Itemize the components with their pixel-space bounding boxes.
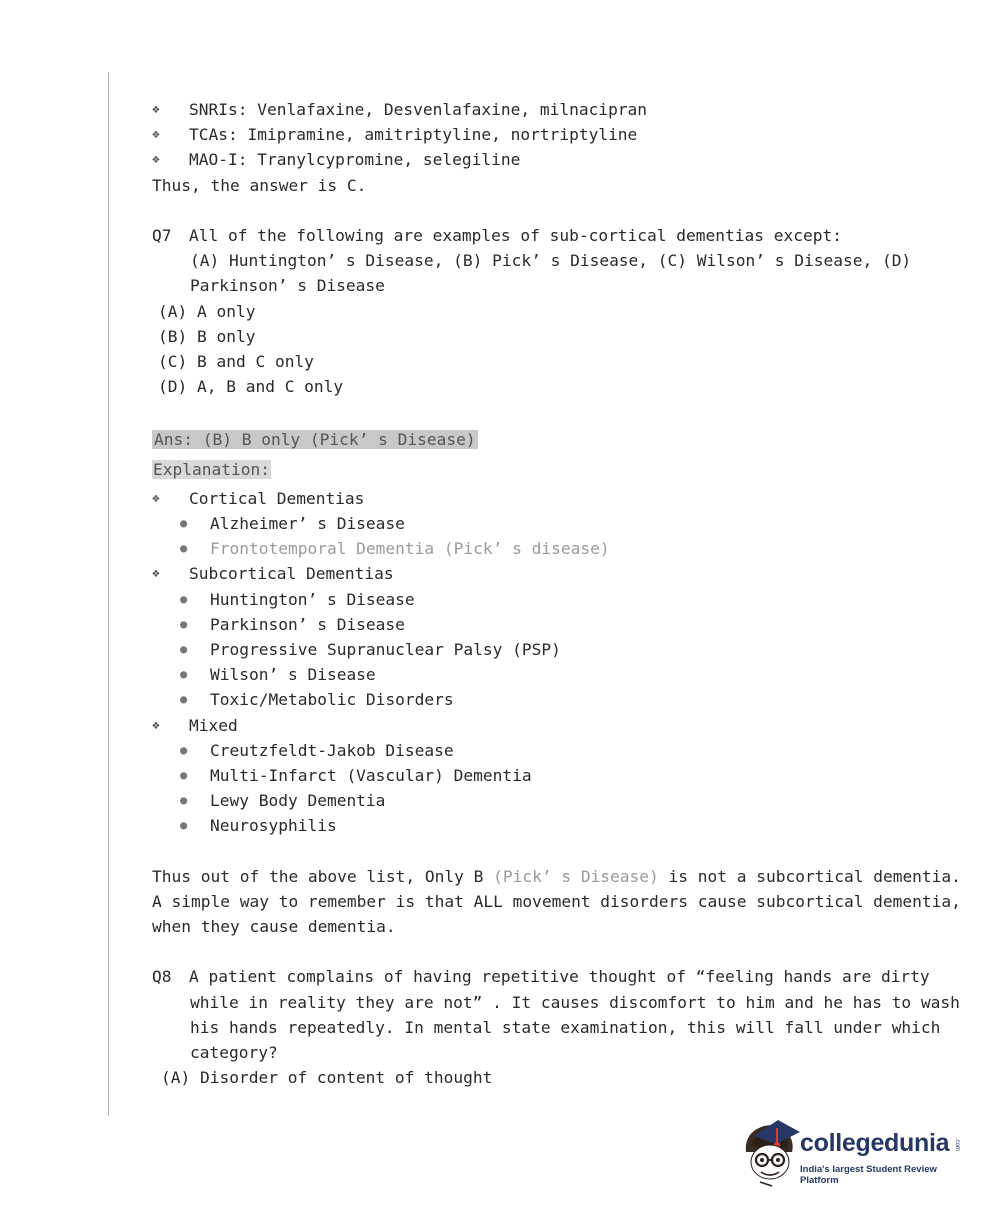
bullet-icon: ● xyxy=(180,516,188,530)
option-a: (A) Disorder of content of thought xyxy=(161,1068,493,1088)
bullet-icon: ● xyxy=(180,591,188,606)
category-header: ❖ Mixed xyxy=(152,713,942,738)
diamond-bullet-icon: ❖ xyxy=(152,566,160,582)
collegedunia-logo xyxy=(742,1116,972,1188)
answer-conclusion: Thus, the answer is C. xyxy=(152,175,367,195)
question-stem-line: Parkinson’ s Disease xyxy=(190,276,385,296)
answer-highlight: Ans: (B) B only (Pick’ s Disease) xyxy=(154,430,476,450)
logo-domain-text: .com xyxy=(954,1138,960,1152)
question-stem: Q7 All of the following are examples of sub-cortical dementias except: xyxy=(152,223,942,248)
question-8 xyxy=(152,964,960,1090)
question-stem-line: category? xyxy=(190,1042,278,1062)
bullet-icon: ● xyxy=(180,616,188,631)
question-stem-line: while in reality they are not” . It causes discomfort to him and he has to wash xyxy=(190,992,960,1012)
dementia-classification xyxy=(152,486,942,839)
category-header: ❖ Subcortical Dementias xyxy=(152,561,942,586)
diamond-bullet-icon: ❖ xyxy=(152,152,160,168)
category-header: ❖ Cortical Dementias xyxy=(152,486,942,511)
question-number: Q7 xyxy=(152,225,172,245)
highlighted-term: (Pick’ s Disease) xyxy=(493,866,659,886)
question-number: Q8 xyxy=(152,967,172,987)
list-item: ❖ SNRIs: Venlafaxine, Desvenlafaxine, milnacipran xyxy=(152,97,942,122)
option-d: (D) A, B and C only xyxy=(158,377,344,397)
bullet-icon: ● xyxy=(180,667,188,682)
bullet-icon: ● xyxy=(180,818,188,833)
list-item: ● Toxic/Metabolic Disorders xyxy=(152,687,942,712)
logo-tagline: India's largest Student Review Platform xyxy=(800,1164,937,1186)
option-c: (C) B and C only xyxy=(158,351,314,371)
page-margin-rule xyxy=(108,72,109,1116)
option-b: (B) B only xyxy=(158,326,256,346)
explanation-label: Explanation: xyxy=(153,459,270,479)
mascot-icon xyxy=(742,1116,802,1188)
question-7 xyxy=(152,223,961,939)
drug-class-list xyxy=(152,97,942,173)
list-item: ❖ TCAs: Imipramine, amitriptyline, nortriptyline xyxy=(152,122,942,147)
list-item: ● Wilson’ s Disease xyxy=(152,662,942,687)
list-item: ● Frontotemporal Dementia (Pick’ s disease) xyxy=(152,536,942,561)
list-item: ● Creutzfeldt-Jakob Disease xyxy=(152,738,942,763)
diamond-bullet-icon: ❖ xyxy=(152,102,160,117)
list-item: ● Multi-Infarct (Vascular) Dementia xyxy=(152,763,942,788)
bullet-icon: ● xyxy=(180,641,188,656)
question-stem: Q8 A patient complains of having repetitive thought of “feeling hands are dirty xyxy=(152,964,942,989)
list-item: ● Neurosyphilis xyxy=(152,813,942,838)
question-stem-line: (A) Huntington’ s Disease, (B) Pick’ s Disease, (C) Wilson’ s Disease, (D) xyxy=(190,251,912,271)
bullet-icon: ● xyxy=(180,742,188,757)
list-item: ● Progressive Supranuclear Palsy (PSP) xyxy=(152,637,942,662)
bullet-icon: ● xyxy=(180,767,188,782)
logo-brand-text: collegedunia xyxy=(800,1129,950,1157)
list-item: ● Huntington’ s Disease xyxy=(152,587,942,612)
option-a: (A) A only xyxy=(158,301,256,321)
explanation-summary: Thus out of the above list, Only B (Pick’ s Disease) is not a subcortical dementia. A simple way to remember is that ALL movement disorders cause subcortical dementia, when they cause dementia. xyxy=(152,866,961,936)
bullet-icon: ● xyxy=(180,692,188,707)
diamond-bullet-icon: ❖ xyxy=(152,490,160,506)
diamond-bullet-icon: ❖ xyxy=(152,127,160,143)
bullet-icon: ● xyxy=(180,541,188,556)
document-body xyxy=(152,97,961,1090)
list-item: ● Alzheimer’ s Disease xyxy=(152,511,942,536)
diamond-bullet-icon: ❖ xyxy=(152,717,160,733)
question-stem-line: his hands repeatedly. In mental state examination, this will fall under which xyxy=(190,1017,941,1037)
list-item: ● Lewy Body Dementia xyxy=(152,788,942,813)
list-item: ● Parkinson’ s Disease xyxy=(152,612,942,637)
list-item: ❖ MAO-I: Tranylcypromine, selegiline xyxy=(152,147,942,172)
bullet-icon: ● xyxy=(180,793,188,808)
